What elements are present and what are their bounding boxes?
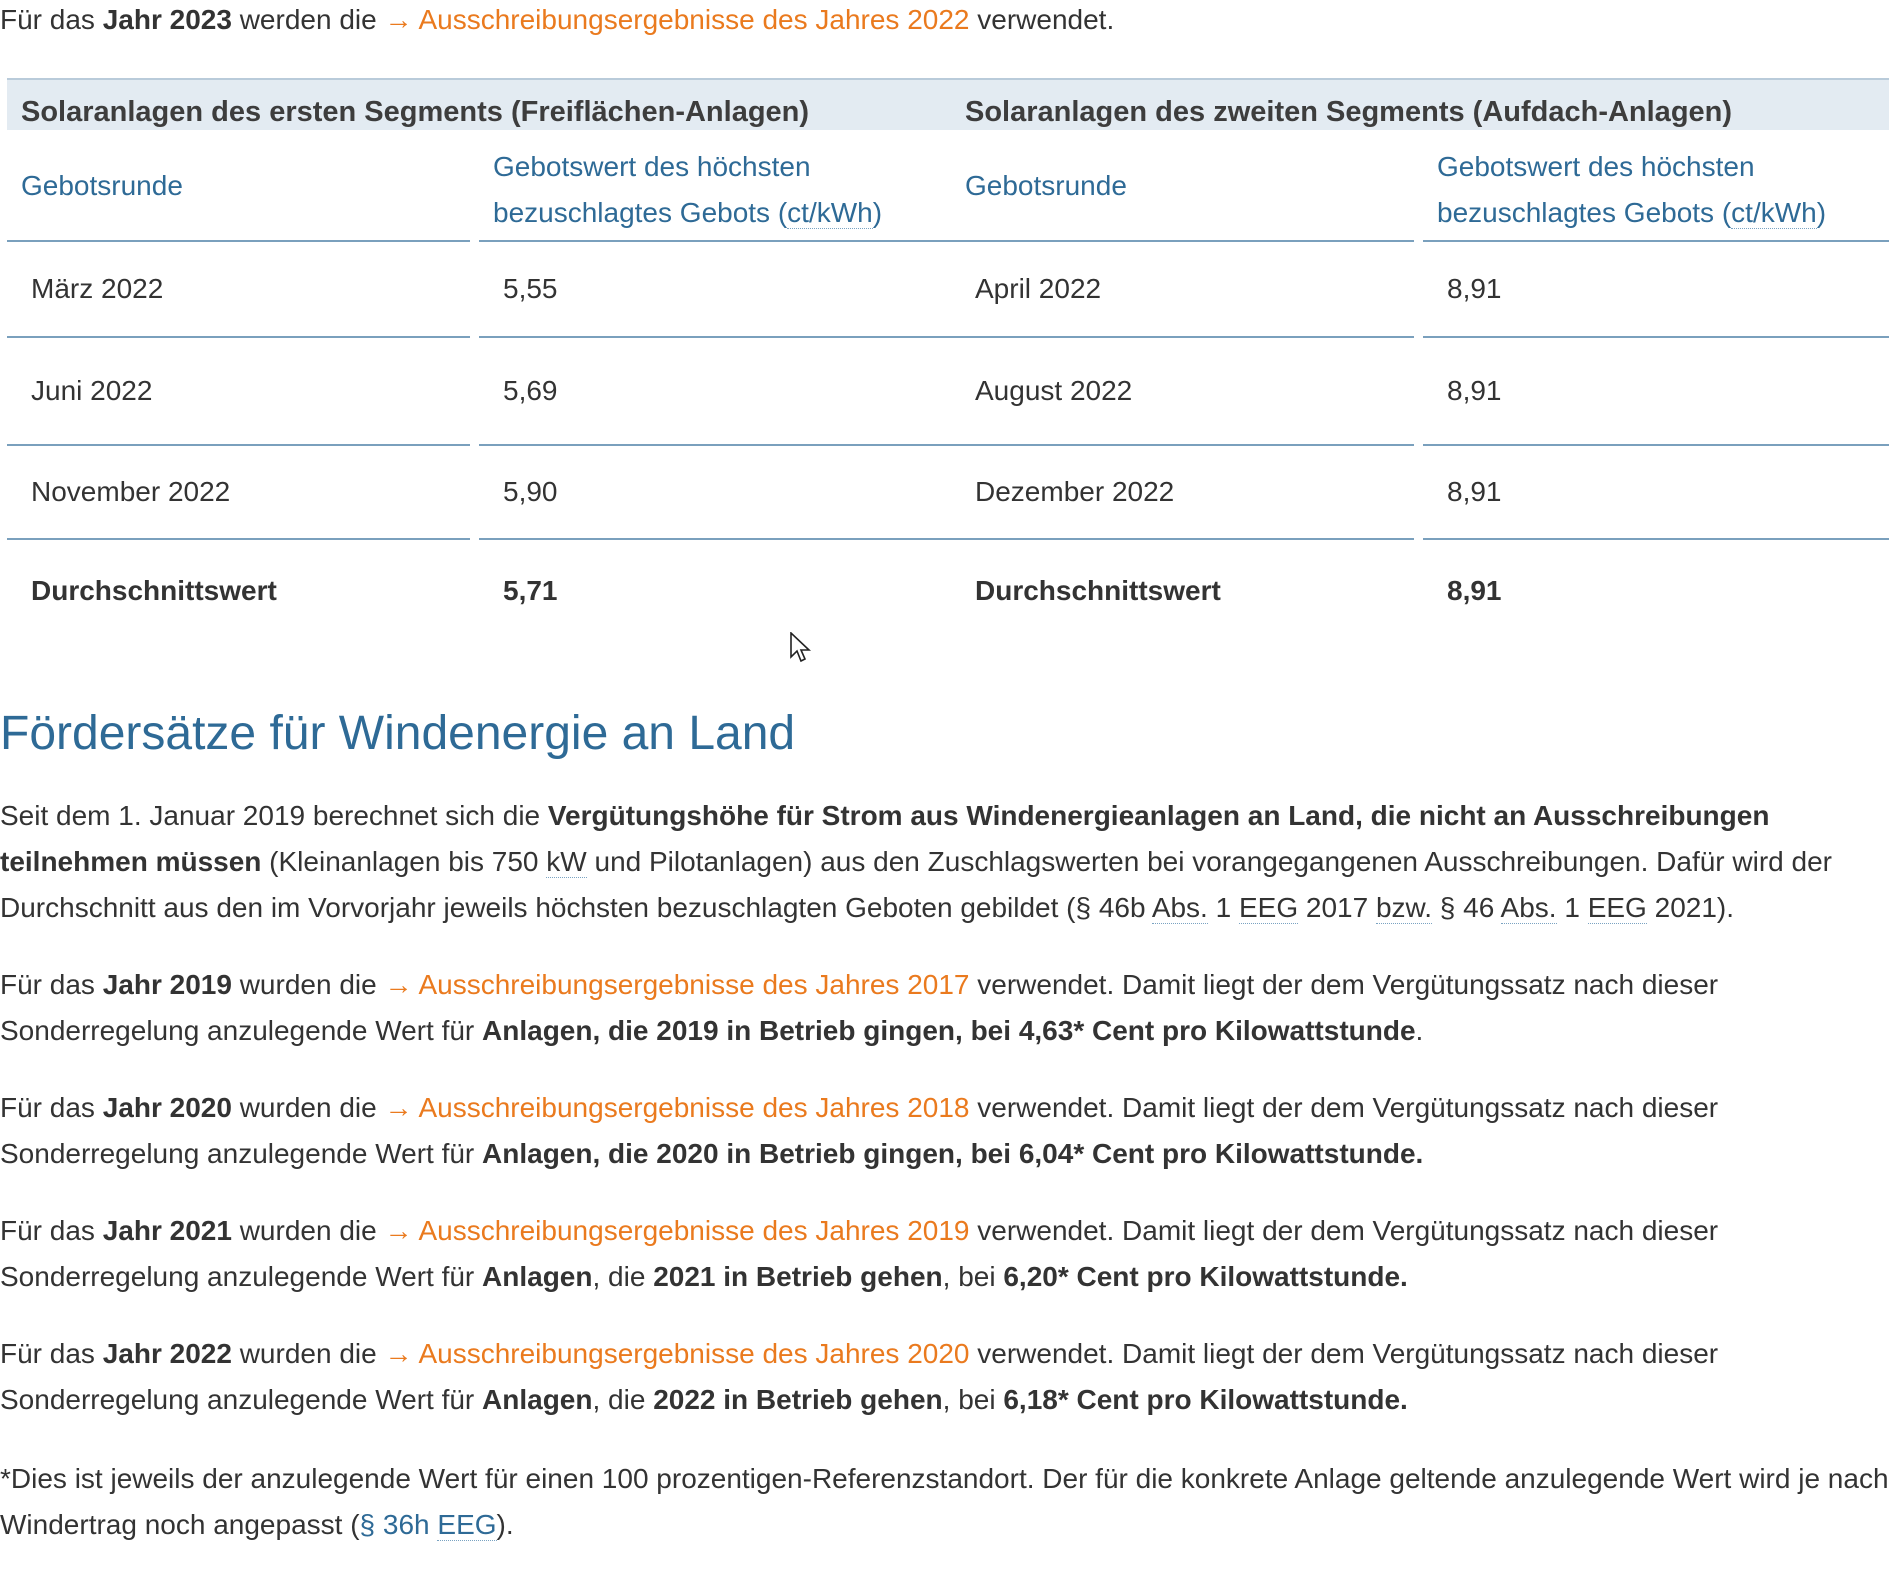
table-row	[7, 338, 951, 446]
cell-round: Dezember 2022	[951, 446, 1414, 540]
arrow-right-icon: →	[384, 969, 413, 1000]
results-2017-link[interactable]: → Ausschreibungsergebnisse des Jahres 2017	[384, 969, 970, 1000]
abbr-eeg[interactable]: EEG	[1238, 892, 1299, 923]
table-row-average	[7, 540, 951, 642]
abbr-kw[interactable]: kW	[546, 846, 587, 877]
cell-average-value: 8,91	[1447, 575, 1502, 606]
column-header-round: Gebotsrunde	[951, 132, 1414, 242]
intro-pre: Für das	[0, 4, 103, 35]
unit-abbr[interactable]: ct/kWh	[1731, 197, 1817, 228]
cell-average-label: Durchschnittswert	[975, 575, 1221, 606]
results-2022-link[interactable]	[384, 4, 969, 35]
results-2018-link[interactable]: → Ausschreibungsergebnisse des Jahres 2018	[384, 1092, 970, 1123]
arrow-right-icon: →	[384, 1092, 413, 1123]
cell-average-value: 5,71	[503, 575, 558, 606]
table-title: Solaranlagen des zweiten Segments (Aufdach-Anlagen)	[951, 78, 1889, 130]
intro-year: Jahr 2023	[102, 4, 232, 35]
cell-value: 8,91	[1423, 338, 1889, 446]
abbr-abs[interactable]: Abs.	[1151, 892, 1208, 923]
table-segment-2	[951, 78, 1889, 642]
cell-round: April 2022	[951, 242, 1414, 338]
cell-round: Juni 2022	[7, 338, 470, 446]
intro-mid: werden die	[231, 4, 385, 35]
cell-value: 8,91	[1423, 242, 1889, 338]
cell-average-label: Durchschnittswert	[31, 575, 277, 606]
cell-value: 5,69	[479, 338, 951, 446]
intro-paragraph	[0, 2, 1114, 38]
table-row	[7, 242, 951, 338]
column-header-value: Gebotswert des höchsten bezuschlagtes Gebots (ct/kWh)	[479, 132, 951, 242]
intro-post: verwendet.	[969, 4, 1115, 35]
section-title: Fördersätze für Windenergie an Land	[0, 707, 796, 760]
table-row	[951, 242, 1889, 338]
table-row	[951, 338, 1889, 446]
cell-round: November 2022	[7, 446, 470, 540]
unit-abbr[interactable]: ct/kWh	[787, 197, 873, 228]
cell-value: 8,91	[1423, 446, 1889, 540]
results-2020-link[interactable]: → Ausschreibungsergebnisse des Jahres 2020	[384, 1338, 970, 1369]
results-2022-link-label: Ausschreibungsergebnisse des Jahres 2022	[418, 4, 970, 35]
column-header-value: Gebotswert des höchsten bezuschlagtes Gebots (ct/kWh)	[1423, 132, 1889, 242]
arrow-right-icon: →	[384, 4, 413, 35]
table-header-row	[7, 130, 951, 242]
paragraph-wind-intro: Seit dem 1. Januar 2019 berechnet sich die Vergütungshöhe für Strom aus Windenergieanlagen an Land, die nicht an Ausschreibungen teilnehmen müssen (Kleinanlagen bis 750 kW und Pilotanlagen) aus den Zuschlagswerten bei vorangegangenen Ausschreibungen. Dafür wird der Durchschnitt aus den im Vorvorjahr jeweils höchsten bezuschlagten Geboten gebildet (§ 46b Abs. 1 EEG 2017 bzw. § 46 Abs. 1 EEG 2021).	[0, 800, 1832, 923]
table-segment-1	[7, 78, 951, 642]
cell-value: 5,90	[479, 446, 951, 540]
arrow-right-icon: →	[384, 1338, 413, 1369]
paragraph-year-2020: Für das Jahr 2020 wurden die → Ausschreibungsergebnisse des Jahres 2018 verwendet. Damit liegt der dem Vergütungssatz nach dieser Sonderregelung anzulegende Wert für Anlagen, die 2020 in Betrieb gingen, bei 6,04* Cent pro Kilowattstunde.	[0, 1092, 1719, 1169]
table-title: Solaranlagen des ersten Segments (Freiflächen-Anlagen)	[7, 78, 951, 130]
column-header-round: Gebotsrunde	[7, 132, 470, 242]
paragraph-year-2021: Für das Jahr 2021 wurden die → Ausschreibungsergebnisse des Jahres 2019 verwendet. Damit liegt der dem Vergütungssatz nach dieser Sonderregelung anzulegende Wert für Anlagen, die 2021 in Betrieb gehen, bei 6,20* Cent pro Kilowattstunde.	[0, 1215, 1719, 1292]
footnote: *Dies ist jeweils der anzulegende Wert für einen 100 prozentigen-Referenzstandort. Der für die konkrete Anlage geltende anzulegende Wert wird je nach Windertrag noch angepasst (§ 36h EEG).	[0, 1463, 1889, 1540]
eeg-36h-link[interactable]: § 36h EEG	[359, 1509, 497, 1540]
abbr-eeg[interactable]: EEG	[1587, 892, 1647, 923]
abbr-bzw[interactable]: bzw.	[1375, 892, 1433, 923]
cell-value: 5,55	[479, 242, 951, 338]
mouse-cursor-icon	[790, 632, 812, 664]
abbr-abs[interactable]: Abs.	[1500, 892, 1557, 923]
cell-round: März 2022	[7, 242, 470, 338]
table-row-average	[951, 540, 1889, 642]
table-header-row	[951, 130, 1889, 242]
paragraph-year-2022: Für das Jahr 2022 wurden die → Ausschreibungsergebnisse des Jahres 2020 verwendet. Damit liegt der dem Vergütungssatz nach dieser Sonderregelung anzulegende Wert für Anlagen, die 2022 in Betrieb gehen, bei 6,18* Cent pro Kilowattstunde.	[0, 1338, 1719, 1415]
table-row	[7, 446, 951, 540]
arrow-right-icon: →	[384, 1215, 413, 1246]
table-row	[951, 446, 1889, 540]
paragraph-year-2019: Für das Jahr 2019 wurden die → Ausschreibungsergebnisse des Jahres 2017 verwendet. Damit liegt der dem Vergütungssatz nach dieser Sonderregelung anzulegende Wert für Anlagen, die 2019 in Betrieb gingen, bei 4,63* Cent pro Kilowattstunde.	[0, 969, 1719, 1046]
results-2019-link[interactable]: → Ausschreibungsergebnisse des Jahres 2019	[384, 1215, 970, 1246]
cell-round: August 2022	[951, 338, 1414, 446]
